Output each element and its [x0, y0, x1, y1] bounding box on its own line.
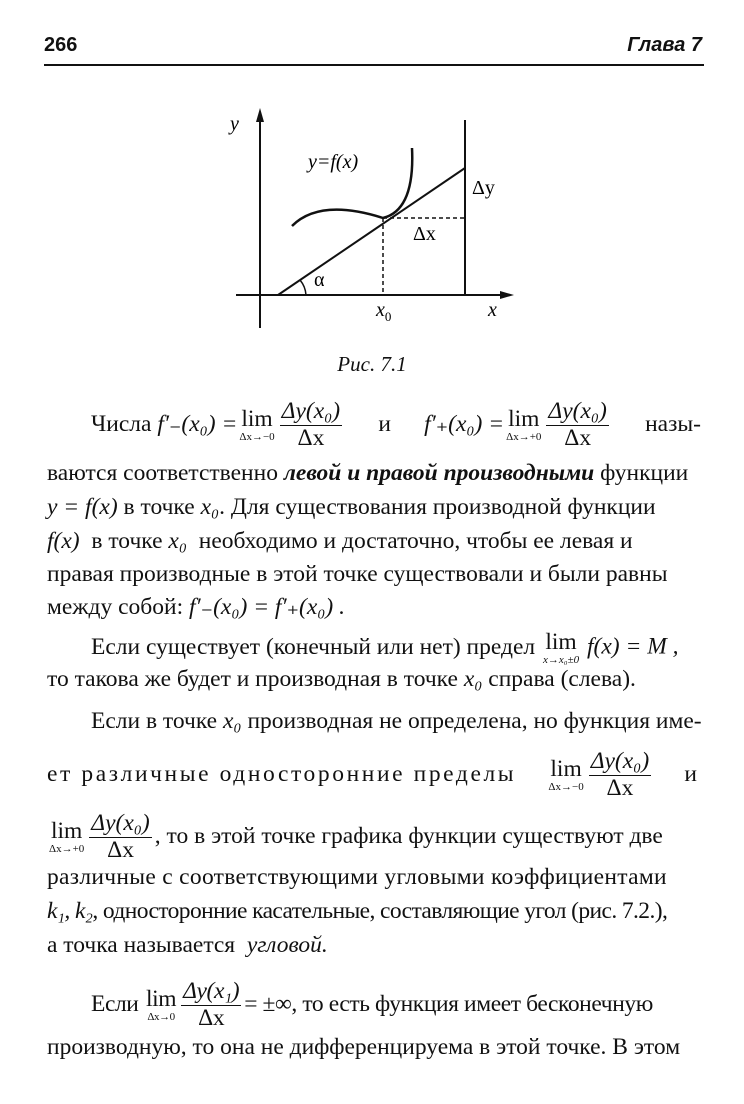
text-span: Если	[91, 991, 139, 1018]
lim-sub: Δx→0	[147, 1010, 175, 1023]
limit-x0	[543, 630, 579, 666]
formula-x0: x₀	[200, 494, 220, 520]
p2-line-2	[47, 668, 701, 692]
lim-sub: Δx→−0	[239, 430, 275, 443]
fraction-left	[589, 750, 651, 800]
p4-line-1	[47, 980, 701, 1030]
page-number: 266	[44, 34, 78, 56]
frac-num: Δy(x₀)	[548, 398, 607, 424]
text-span: производная не определена, но функция име-	[247, 708, 702, 734]
lim-text: lim	[508, 405, 540, 432]
lim-sub: Δx→+0	[49, 842, 85, 855]
text-span: , то есть функция имеет бесконечную	[291, 991, 653, 1018]
lim-sub: Δx→+0	[506, 430, 542, 443]
frac-num: Δy(x₀)	[91, 810, 150, 836]
limit-left	[239, 407, 274, 443]
figure-7-1	[220, 100, 530, 340]
lim-text: lim	[241, 405, 273, 432]
text-span: ет различные односторонние пределы	[47, 761, 517, 788]
x0-label-main: x	[376, 299, 385, 321]
p1-line-2	[47, 462, 701, 486]
x0-label-sub: 0	[384, 309, 392, 324]
formula-fx-M: f(x) = M ,	[587, 633, 679, 660]
f-right-derivative: f′₊(x₀) =	[424, 411, 505, 438]
fraction-x1	[181, 980, 241, 1030]
formula-x0: x₀	[223, 708, 242, 734]
text-span: Если в точке	[91, 708, 218, 734]
p3-line-2	[47, 750, 701, 800]
figure-caption: Рис. 7.1	[337, 352, 407, 376]
limit-right	[506, 407, 541, 443]
frac-num: Δy(x₀)	[281, 398, 341, 424]
text-span: а точка называется	[47, 932, 236, 958]
frac-den: Δx	[198, 1004, 225, 1031]
page-header	[44, 34, 704, 66]
p1-word-chisla: Числа	[91, 411, 152, 438]
angle-arc	[300, 280, 306, 295]
delta-y-label: Δy	[472, 177, 495, 199]
limit-right	[49, 819, 84, 855]
lim-text: lim	[545, 629, 577, 655]
frac-den: Δx	[107, 836, 134, 863]
word-and: и	[378, 411, 391, 438]
text-span: между собой:	[47, 594, 184, 620]
formula-equal-derivatives: f′₋(x₀) = f′₊(x₀) .	[189, 594, 346, 620]
tangent-line	[278, 168, 465, 295]
lim-text: lim	[50, 817, 83, 844]
x-axis-arrow	[500, 291, 514, 299]
lim-text: lim	[550, 755, 582, 782]
formula-x0: x₀	[168, 528, 188, 554]
text-span: необходимо и достаточно, чтобы ее левая и	[198, 528, 633, 554]
p1-line-1	[47, 400, 701, 450]
limit-left	[548, 757, 583, 793]
text-span: , односторонние касательные, составляющие угол (рис. 7.2.),	[92, 898, 668, 924]
formula-fx: f(x)	[47, 528, 80, 554]
text-span: функции	[600, 460, 689, 486]
fraction-right	[89, 812, 151, 862]
fraction-left	[280, 400, 342, 450]
frac-den: Δx	[297, 424, 325, 451]
text-span: то такова же будет и производная в точке	[47, 666, 458, 692]
text-span: справа (слева).	[488, 666, 636, 692]
text-span: , то в этой точке графика функции существуют две	[154, 823, 663, 850]
p1-line-4	[47, 530, 701, 554]
formula-k1-k2: k₁, k₂	[47, 898, 93, 924]
function-label: y=f(x)	[308, 151, 359, 173]
x0-label	[375, 299, 391, 324]
text-span: в точке	[91, 528, 163, 554]
emphasis-angular: угловой.	[246, 932, 328, 958]
p1-line-5: правая производные в этой точке существовали и были равны	[47, 561, 668, 587]
x-axis-label: x	[488, 299, 497, 321]
p3-line-4: различные с соответствующими угловыми коэффициентами	[47, 864, 667, 890]
p3-line-5	[47, 900, 701, 924]
word-and: и	[684, 761, 697, 788]
p3-line-3	[47, 812, 701, 862]
p4-line-2: производную, то она не дифференцируема в этой точке. В этом	[47, 1034, 681, 1060]
emphasis-left-right-derivatives: левой и правой производными	[283, 460, 595, 486]
p2-line-1	[47, 630, 701, 666]
p1-word-nazy: назы-	[645, 411, 701, 438]
frac-den: Δx	[606, 774, 634, 801]
p3-line-6	[47, 934, 701, 958]
p1-line-6	[47, 596, 701, 620]
formula-plus-minus-infinity: = ±∞	[244, 991, 292, 1018]
formula-y-fx: y = f(x)	[47, 494, 118, 520]
delta-x-label: Δx	[413, 223, 436, 245]
chapter-title: Глава 7	[627, 34, 702, 56]
lim-sub: Δx→−0	[548, 780, 584, 793]
limit-zero	[146, 987, 176, 1023]
text-span: Если существует (конечный или нет) предел	[91, 633, 536, 660]
lim-text: lim	[145, 985, 177, 1012]
p3-line-1	[47, 710, 701, 734]
y-axis-arrow	[256, 108, 264, 122]
text-span: в точке	[123, 494, 195, 520]
angle-label: α	[314, 269, 325, 291]
text-span: . Для существования производной функции	[219, 494, 656, 520]
y-axis-label: y	[230, 113, 239, 135]
fraction-right	[546, 400, 608, 450]
formula-x0: x₀	[463, 666, 483, 692]
frac-den: Δx	[564, 424, 592, 451]
lim-sub: x→x₀±0	[542, 653, 580, 666]
frac-num: Δy(x₀)	[590, 748, 650, 774]
text-span: ваются соответственно	[47, 460, 278, 486]
f-left-derivative: f′₋(x₀) =	[157, 411, 238, 438]
frac-num: Δy(x₁)	[183, 978, 240, 1004]
p1-line-3	[47, 496, 701, 520]
